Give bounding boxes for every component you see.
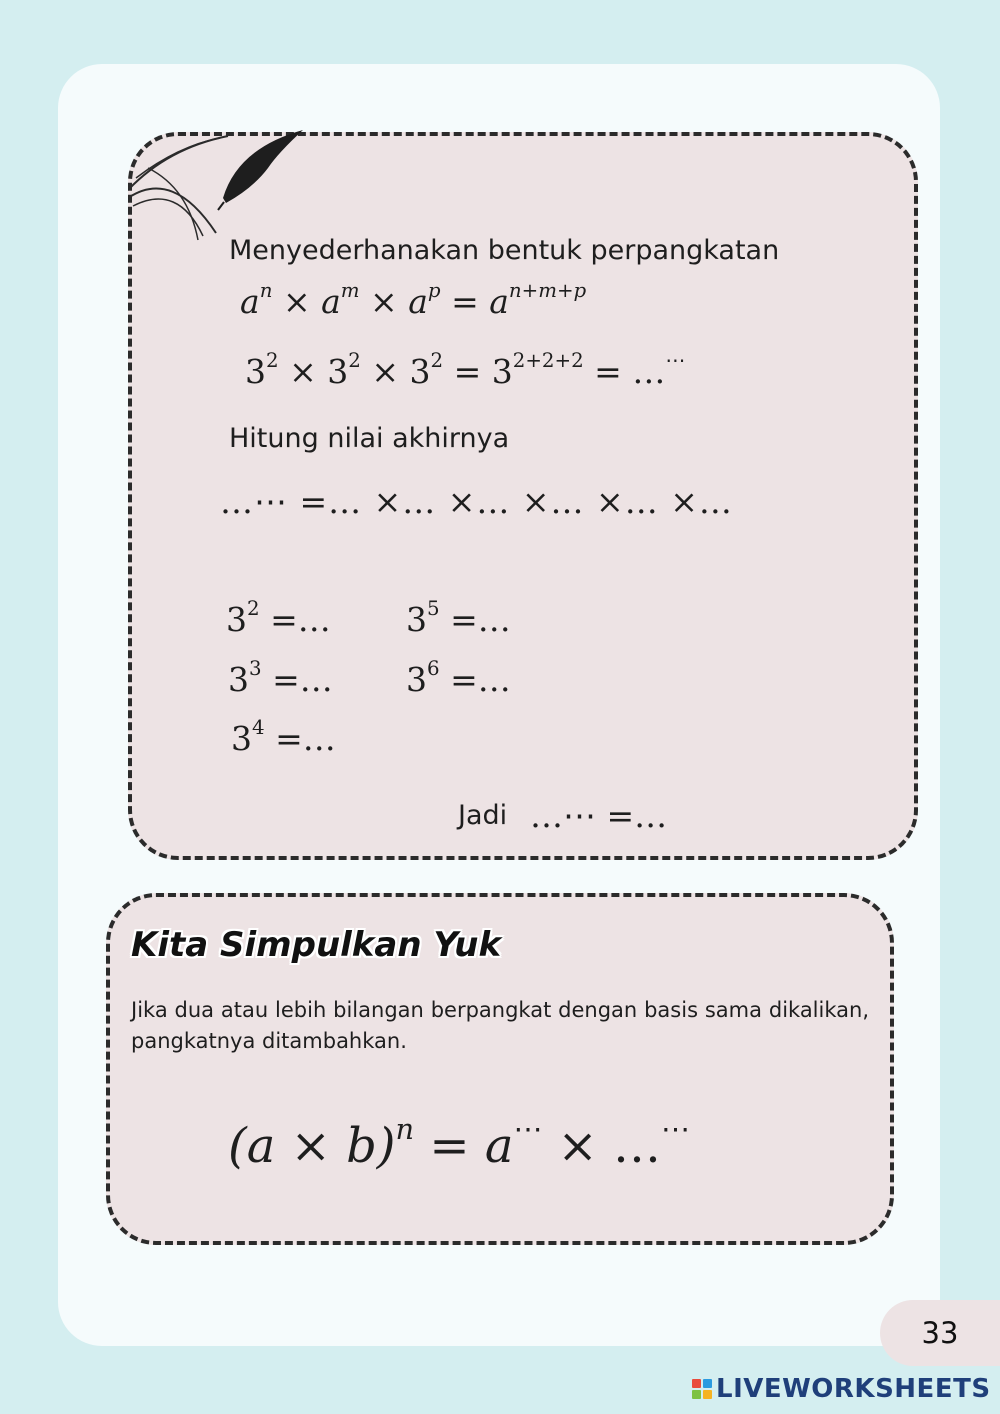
- product-power-formula: $(a \times b)^n = a^\cdots$ × …⋯: [228, 1111, 690, 1174]
- power-row[interactable]: $3^3$ =…: [228, 657, 333, 699]
- quill-decoration-icon: [128, 128, 338, 243]
- brand-mark-icon: [692, 1379, 712, 1399]
- expansion-blanks[interactable]: …⋯ =… ×… ×… ×… ×… ×…: [220, 482, 733, 521]
- answer-blank[interactable]: …: [632, 352, 666, 391]
- liveworksheets-logo: [692, 1373, 991, 1405]
- answer-blank-exponent[interactable]: ⋯: [665, 349, 686, 373]
- conclusion-blanks[interactable]: …⋯ =…: [530, 796, 668, 835]
- answer-blank-exponent[interactable]: ⋯: [661, 1111, 690, 1146]
- power-row[interactable]: $3^2$ =…: [226, 597, 331, 639]
- power-row[interactable]: $3^4$ =…: [231, 716, 336, 758]
- answer-blank[interactable]: …: [613, 1118, 661, 1174]
- example-formula: $3^2 \times 3^2 \times 3^2 = 3^{2+2+2}$ = …⋯: [245, 349, 686, 391]
- answer-blank-exponent[interactable]: ⋯: [513, 1111, 543, 1146]
- section-heading: Menyederhanakan bentuk perpangkatan: [229, 235, 780, 266]
- conclusion-label: Jadi: [458, 800, 508, 831]
- exponent-rule-formula: $a^n \times a^m \times a^p = a^{n+m+p}$: [240, 279, 587, 321]
- brand-name: LIVEWORKSHEETS: [716, 1374, 991, 1404]
- conclusion-title: Kita Simpulkan Yuk: [131, 925, 502, 965]
- page-number: 33: [880, 1300, 1000, 1366]
- conclusion-text: Jika dua atau lebih bilangan berpangkat dengan basis sama dikalikan, pangkatnya ditambahkan.: [131, 998, 869, 1053]
- power-row[interactable]: $3^5$ =…: [406, 597, 511, 639]
- power-row[interactable]: $3^6$ =…: [406, 657, 511, 699]
- subheading: Hitung nilai akhirnya: [229, 423, 510, 454]
